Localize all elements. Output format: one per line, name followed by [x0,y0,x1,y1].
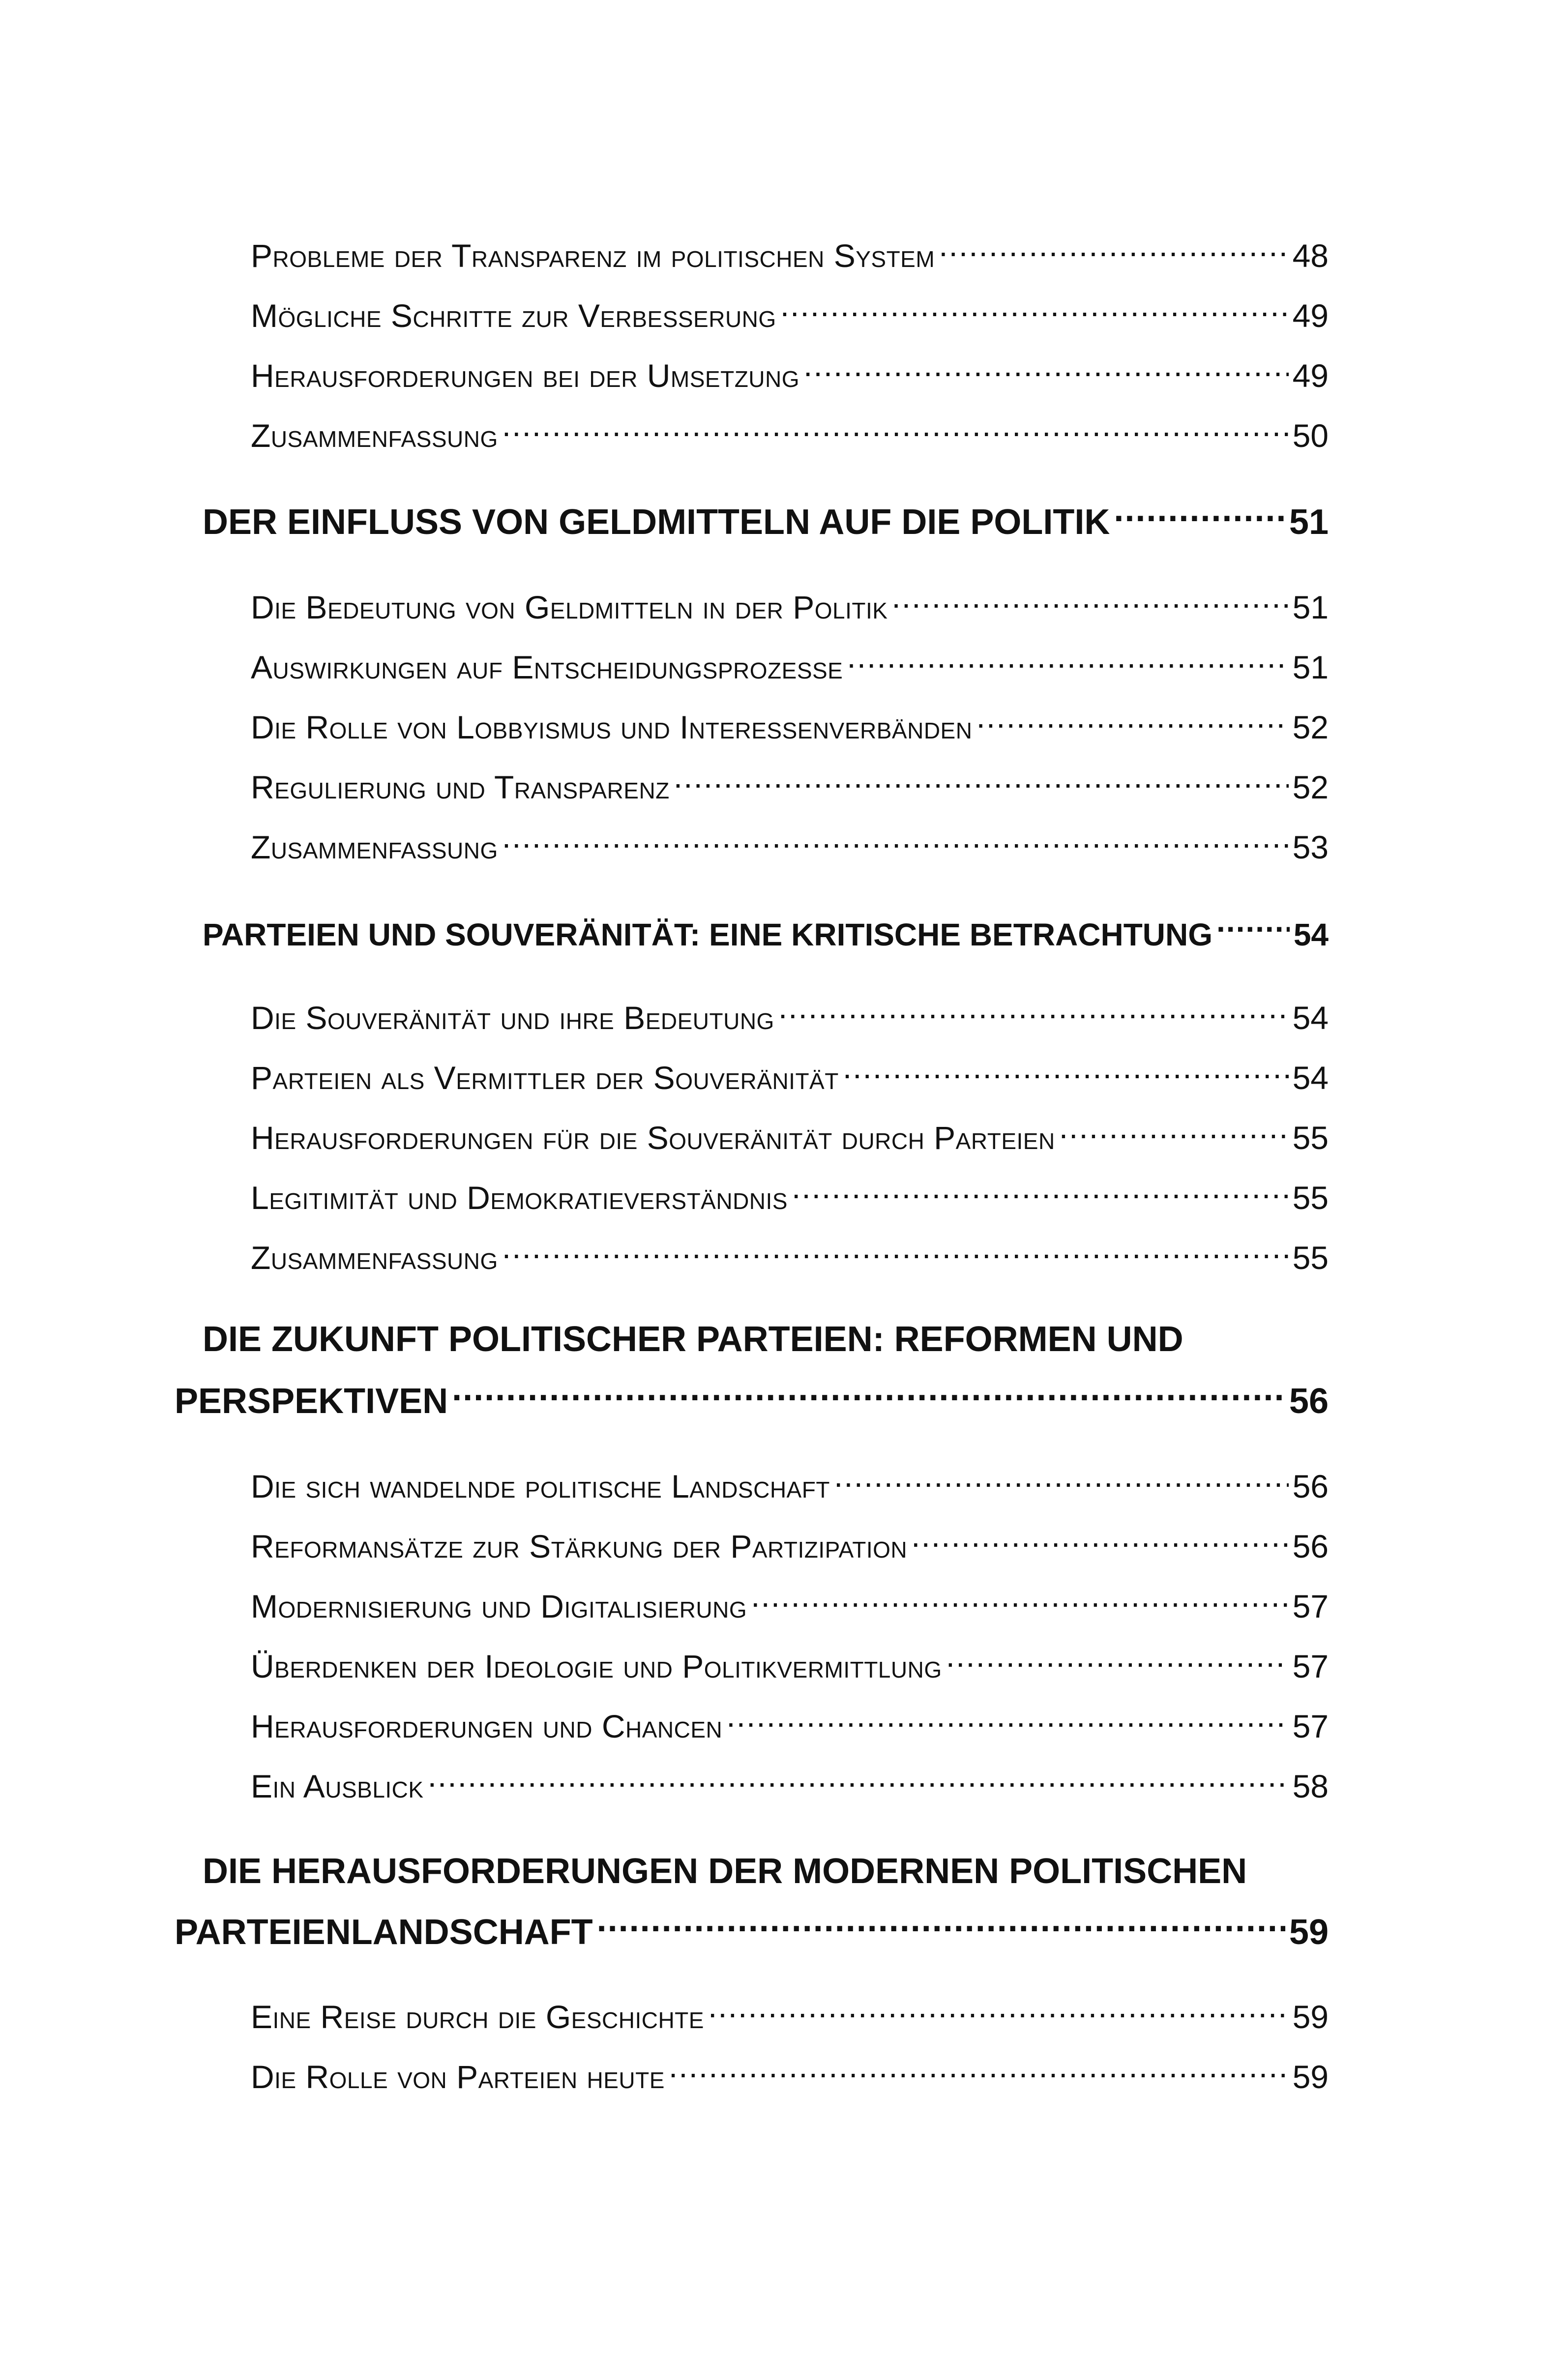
toc-entry-page: 58 [1292,1768,1329,1804]
toc-entry-page: 48 [1292,237,1329,274]
toc-chapter-title: DER EINFLUSS VON GELDMITTELN AUF DIE POLITIK [203,502,1110,542]
toc-entry-page: 49 [1292,297,1329,334]
toc-entry-page: 53 [1292,829,1329,865]
toc-entry-title: Die Bedeutung von Geldmitteln in der Politik [251,589,888,625]
dot-leader [428,1765,1289,1798]
toc-entry-page: 52 [1292,709,1329,745]
toc-entry-page: 57 [1292,1648,1329,1684]
toc-entry[interactable] [251,1236,1329,1280]
dot-leader [502,1237,1289,1269]
toc-entry-title: Probleme der Transparenz im politischen System [251,237,935,274]
toc-entry-page: 55 [1292,1120,1329,1156]
toc-entry[interactable] [251,1704,1329,1748]
toc-entry-title: Eine Reise durch die Geschichte [251,1999,704,2035]
dot-leader [780,295,1289,327]
dot-leader [502,826,1289,858]
toc-entry-title: Zusammenfassung [251,829,498,865]
dot-leader [452,1378,1285,1413]
dot-leader [1059,1117,1289,1149]
toc-entry[interactable] [251,825,1329,869]
dot-leader [726,1705,1288,1738]
toc-entry[interactable] [251,705,1329,749]
toc-entry-title: Ein Ausblick [251,1768,424,1804]
toc-chapter-title-line2: PERSPEKTIVEN [175,1382,448,1421]
toc-entry-page: 59 [1292,2059,1329,2095]
toc-entry[interactable] [251,1056,1329,1100]
dot-leader [834,1465,1289,1498]
dot-leader [1216,914,1290,945]
dot-leader [803,354,1289,387]
toc-entry[interactable] [251,2055,1329,2099]
toc-entry-page: 49 [1292,357,1329,394]
toc-entry-page: 51 [1292,589,1329,625]
toc-entry-page: 54 [1292,1000,1329,1036]
toc-entry-page: 56 [1292,1468,1329,1504]
dot-leader [792,1177,1289,1209]
dot-leader [911,1525,1288,1558]
toc-chapter[interactable] [203,498,1329,547]
toc-entry-page: 59 [1292,1999,1329,2035]
toc-entry-page: 57 [1292,1588,1329,1624]
toc-entry-title: Die sich wandelnde politische Landschaft [251,1468,830,1504]
toc-chapter-title: PARTEIEN UND SOUVERÄNITÄT: EINE KRITISCHE BETRACHTUNG [203,917,1213,952]
toc-entry-page: 51 [1292,649,1329,685]
toc-entry[interactable] [251,234,1329,278]
toc-entry[interactable] [251,354,1329,398]
toc-entry[interactable] [251,996,1329,1040]
toc-chapter-page: 56 [1289,1382,1329,1421]
dot-leader [891,586,1288,619]
toc-chapter-page: 54 [1293,917,1329,952]
dot-leader [976,706,1288,738]
toc-entry-title: Mögliche Schritte zur Verbesserung [251,297,776,334]
toc-entry-page: 50 [1292,417,1329,454]
dot-leader [847,646,1288,678]
toc-chapter-page: 59 [1289,1913,1329,1952]
toc-entry-title: Herausforderungen für die Souveränität durch Parteien [251,1120,1055,1156]
toc-entry[interactable] [251,1176,1329,1220]
toc-entry-title: Legitimität und Demokratieverständnis [251,1180,788,1216]
dot-leader [946,1645,1289,1678]
toc-entry-title: Herausforderungen bei der Umsetzung [251,357,800,394]
toc-entry[interactable] [251,585,1329,629]
toc-entry-title: Überdenken der Ideologie und Politikvermittlung [251,1648,942,1684]
toc-chapter-title-line1: DIE HERAUSFORDERUNGEN DER MODERNEN POLITISCHEN [203,1852,1247,1891]
toc-entry[interactable] [251,294,1329,338]
toc-chapter[interactable] [175,1908,1329,1957]
dot-leader [1114,499,1285,534]
toc-entry[interactable] [251,1764,1329,1808]
toc-entry[interactable] [251,1644,1329,1688]
toc-entry-title: Die Souveränität und ihre Bedeutung [251,1000,774,1036]
dot-leader [674,766,1289,798]
toc-chapter-page: 51 [1289,502,1329,542]
dot-leader [939,235,1288,267]
toc-entry-title: Herausforderungen und Chancen [251,1708,723,1744]
toc-entry[interactable] [251,1464,1329,1508]
toc-entry[interactable] [251,1584,1329,1628]
toc-entry-page: 55 [1292,1180,1329,1216]
toc-entry[interactable] [251,1524,1329,1568]
toc-entry[interactable] [251,765,1329,809]
toc-entry-title: Reformansätze zur Stärkung der Partizipation [251,1528,908,1564]
dot-leader [669,2056,1289,2088]
toc-entry-title: Zusammenfassung [251,417,498,454]
toc-entry-page: 54 [1292,1060,1329,1096]
toc-chapter[interactable] [175,1377,1329,1426]
dot-leader [778,997,1289,1029]
toc-entry-title: Modernisierung und Digitalisierung [251,1588,747,1624]
toc-entry-title: Die Rolle von Parteien heute [251,2059,665,2095]
toc-entry-page: 55 [1292,1239,1329,1276]
dot-leader [751,1585,1288,1618]
toc-entry[interactable] [251,1116,1329,1160]
dot-leader [843,1057,1289,1089]
dot-leader [502,414,1289,447]
toc-chapter[interactable] [203,910,1329,959]
toc-chapter-title-line1: DIE ZUKUNFT POLITISCHER PARTEIEN: REFORMEN UND [203,1320,1183,1359]
toc-entry-title: Regulierung und Transparenz [251,769,670,805]
toc-entry[interactable] [251,413,1329,458]
dot-leader [597,1909,1285,1944]
toc-entry-title: Zusammenfassung [251,1239,498,1276]
toc-entry-title: Auswirkungen auf Entscheidungsprozesse [251,649,843,685]
toc-entry[interactable] [251,1995,1329,2039]
toc-entry-page: 52 [1292,769,1329,805]
toc-entry-page: 57 [1292,1708,1329,1744]
toc-entry[interactable] [251,645,1329,689]
toc-chapter-title-line2: PARTEIENLANDSCHAFT [175,1913,593,1952]
toc-entry-title: Parteien als Vermittler der Souveränität [251,1060,839,1096]
dot-leader [708,1996,1289,2028]
toc-entry-page: 56 [1292,1528,1329,1564]
toc-entry-title: Die Rolle von Lobbyismus und Interessenverbänden [251,709,973,745]
